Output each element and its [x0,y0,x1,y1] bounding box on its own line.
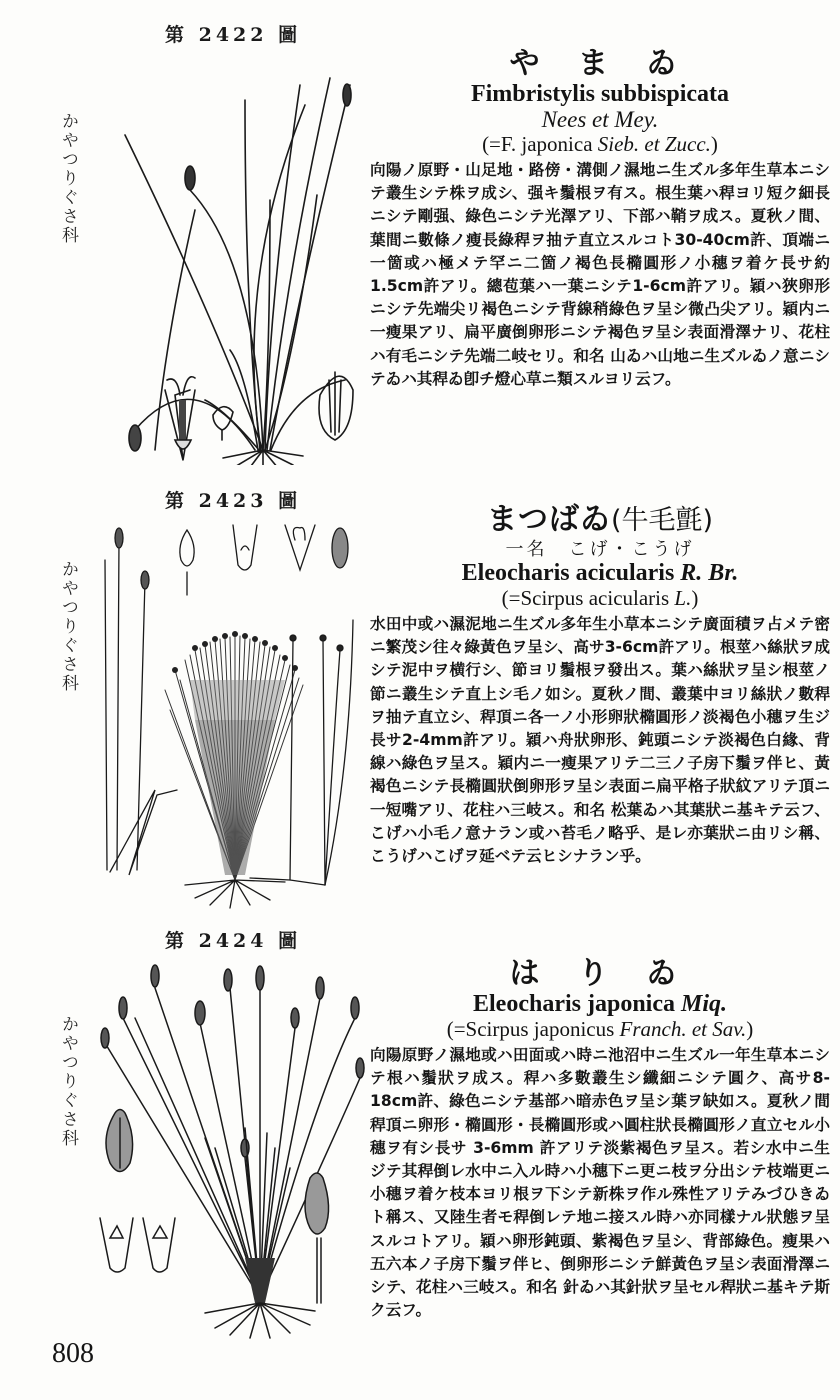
authority: Nees et Mey. [541,107,659,132]
page-number: 808 [52,1338,94,1369]
synonym-authority: Franch. et Sav. [619,1017,747,1041]
synonym [370,586,830,611]
species-entry-yamai [370,46,830,391]
family-label-1: かやつりぐさ科 [58,112,78,245]
figure-label-2424: 第 2424 圖 [165,930,302,952]
synonym-authority: L. [674,586,692,610]
japanese-name: は り ゐ [509,956,691,991]
synonym-name: (=Scirpus acicularis [501,586,675,610]
synonym-close: ) [691,586,699,610]
family-label-3: かやつりぐさ科 [58,1015,78,1148]
synonym [370,132,830,157]
plant-illustration-eleocharis-acicularis [95,520,365,910]
species-entry-matsubai [370,502,830,868]
japanese-name: や ま ゐ [509,46,691,81]
synonym-close: ) [746,1017,754,1041]
japanese-name-kana: まつばゐ [486,502,611,537]
japanese-name-kanji: (牛毛氈) [610,505,714,536]
species-entry-harii [370,956,830,1322]
plant-illustration-eleocharis-japonica [95,958,365,1358]
synonym-name: (=F. japonica [482,132,598,156]
synonym [370,1017,830,1042]
figure-label-2422: 第 2422 圖 [165,24,302,46]
family-label-2: かやつりぐさ科 [58,560,78,693]
synonym-close: ) [710,132,718,156]
synonym-name: (=Scirpus japonicus [446,1017,620,1041]
scientific-name: Eleocharis acicularis [461,560,675,586]
description: 水田中或ハ濕泥地ニ生ズル多年生小草本ニシテ廣面積ヲ占メテ密ニ繁茂シ往々綠黃色ヲ呈シ、高サ3-6cm許アリ。根莖ハ絲狀ヲ成シテ泥中ヲ横行シ、節ヨリ鬚根ヲ發出ス。葉ハ絲狀ヲ呈シ根莖ノ節ニ叢生シテ直上シ毛ノ如シ。夏秋ノ間、叢葉中ヨリ絲狀ノ數稈ヲ抽テ直立シ、稈頂ニ各一ノ小形卵狀橢圓形ノ淡褐色小穗ヲ生ジ長サ2-4mm許アリ。穎ハ舟狀卵形、鈍頭ニシテ淡褐色白緣、背線ハ綠色ヲ呈ス。穎内ニ一瘦果アリテ二三ノ子房下鬚ヲ伴ヒ、黃褐色ニシテ長橢圓狀倒卵形ヲ呈シ表面ニ扁平格子狀紋アリテ頂ニ一短嘴アリ、花柱ハ三岐ス。和名 松葉ゐハ其葉狀ニ基キテ云フ、こげハ小毛ノ意ナラン或ハ苔毛ノ略乎、是レ亦葉狀ニ由リシ稱、こうげハこげヲ延ベテ云ヒシナラン乎。 [370,615,830,866]
plant-illustration-fimbristylis [95,60,375,465]
description: 向陽原野ノ濕地或ハ田面或ハ時ニ池沼中ニ生ズル一年生草本ニシテ根ハ鬚狀ヲ成ス。稈ハ多數叢生シ纖細ニシテ圓ク、高サ8-18cm許、綠色ニシテ基部ハ暗赤色ヲ呈シ葉ヲ缺如ス。夏秋ノ間稈頂ニ卵形・橢圓形・長橢圓形或ハ圓柱狀長橢圓形ノ直立セル小穗ヲ有シ長サ 3-6mm 許アリテ淡紫褐色ヲ呈ス。若シ水中ニ生ジテ其稈倒レ水中ニ入ル時ハ小穗下ニ更ニ枝ヲ分出シテ枝端更ニ小穗ヲ着ケ枝本ヨリ根ヲ下シテ新株ヲ作ル殊性アリテみづひきゐト稱ス、又陸生者モ稈倒レテ地ニ接スル時ハ亦同樣ナル狀態ヲ呈スルコトアリ。穎ハ卵形鈍頭、紫褐色ヲ呈シ、背部綠色。瘦果ハ五六本ノ子房下鬚ヲ伴ヒ、倒卵形ニシテ鮮黃色ヲ呈シ表面滑澤ニシテ、花柱ハ三岐ス。和名 針ゐハ其針狀ヲ呈セル稈狀ニ基キテ斯ク云フ。 [370,1046,830,1320]
scientific-name-line [370,561,830,586]
scientific-name: Fimbristylis subbispicata [470,81,730,107]
description: 向陽ノ原野・山足地・路傍・溝側ノ濕地ニ生ズル多年生草本ニシテ叢生シテ株ヲ成シ、强キ鬚根ヲ有ス。根生葉ハ稈ヨリ短ク細長ニシテ剛强、綠色ニシテ光澤アリ、下部ハ鞘ヲ成ス。夏秋ノ間、葉間ニ數條ノ瘦長綠稈ヲ抽テ直立スルコト30-40cm許、頂端ニ一箇或ハ極メテ罕ニ二箇ノ褐色長橢圓形ノ小穗ヲ着ケ長サ約1.5cm許アリ。總苞葉ハ一葉ニシテ1-6cm許アリ。穎ハ狹卵形ニシテ先端尖リ褐色ニシテ背線稍綠色ヲ呈シ微凸尖アリ。穎内ニ一瘦果アリ、扁平廣倒卵形ニシテ褐色ヲ呈シ表面滑澤ナリ、花柱ハ有毛ニシテ先端二岐セリ。和名 山ゐハ山地ニ生ズルゐノ意ニシテゐハ其稈ゐ卽チ燈心草ニ類スルヨリ云フ。 [370,161,830,388]
authority: R. Br. [680,560,739,586]
authority: Miq. [680,991,727,1017]
figure-label-2423: 第 2423 圖 [165,490,302,512]
scientific-name-line [370,992,830,1017]
synonym-authority: Sieb. et Zucc. [597,132,711,156]
japanese-name [370,502,830,539]
scientific-name: Eleocharis japonica [472,991,675,1017]
alternate-names: 一名 こげ・こうげ [505,539,695,560]
